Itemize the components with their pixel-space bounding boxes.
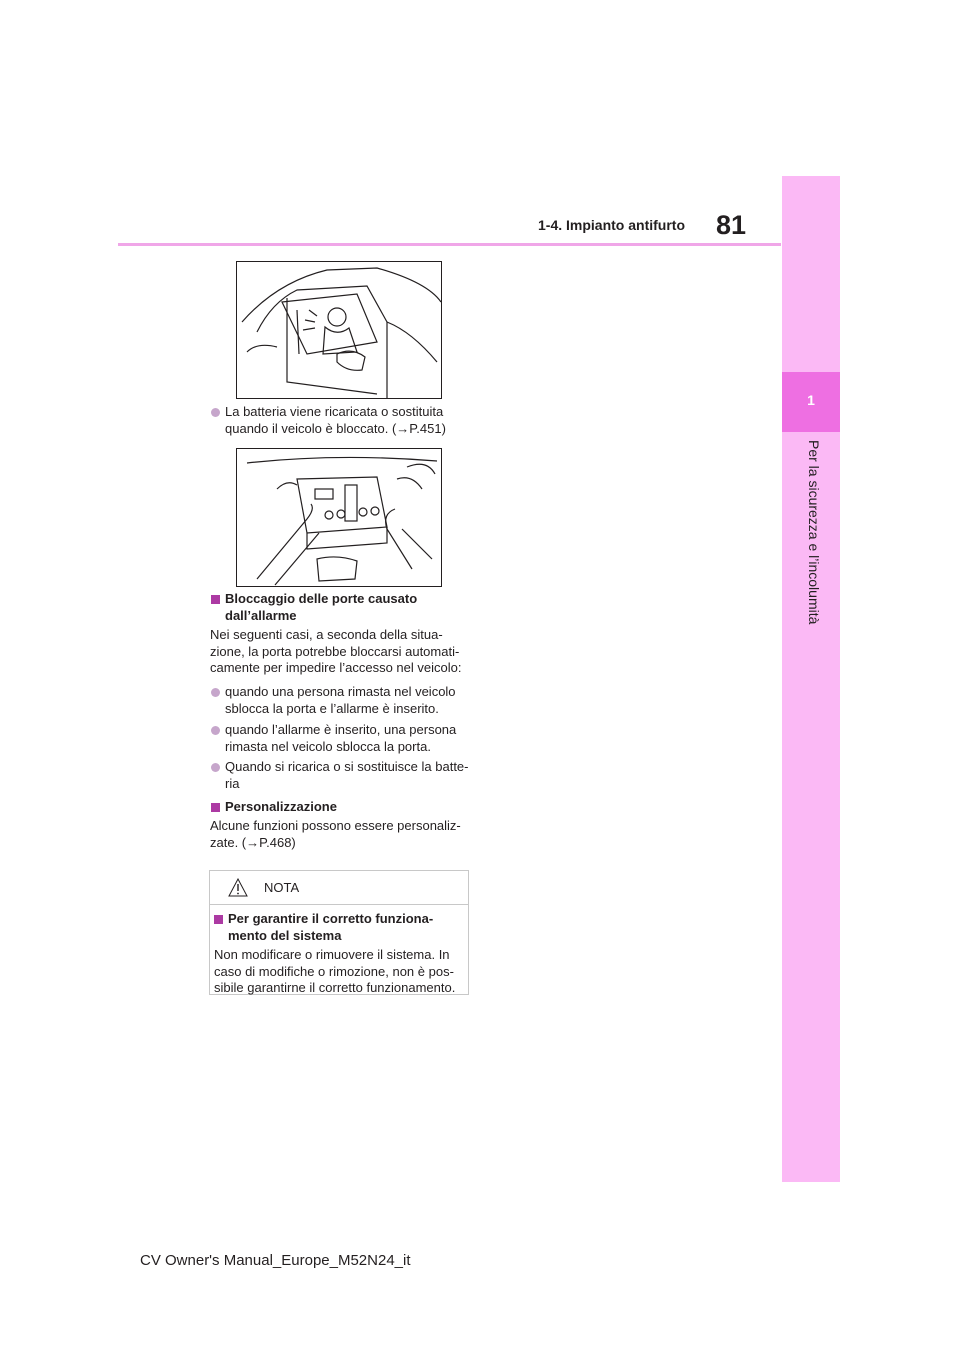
chapter-label: Per la sicurezza e l’incolumità bbox=[806, 440, 822, 625]
text-line: Nei seguenti casi, a seconda della situa- bbox=[210, 627, 443, 642]
text-line: mento del sistema bbox=[228, 927, 342, 943]
bullet-icon bbox=[211, 408, 220, 417]
list-item bbox=[225, 684, 456, 717]
section-marker-icon bbox=[211, 595, 220, 604]
chapter-tab-strip bbox=[782, 176, 840, 1182]
text-line: sibile garantirne il corretto funzionamento. bbox=[214, 980, 456, 995]
text-line: rimasta nel veicolo sblocca la porta. bbox=[225, 738, 431, 754]
text-line: zione, la porta potrebbe bloccarsi automati- bbox=[210, 643, 460, 659]
text-line: ria bbox=[225, 775, 240, 791]
text-line: sblocca la porta e l’allarme è inserito. bbox=[225, 700, 439, 716]
illustration-person-in-car bbox=[236, 261, 442, 399]
chapter-tab-number: 1 bbox=[807, 392, 815, 408]
list-item bbox=[225, 759, 469, 792]
text-line: Non modificare o rimuovere il sistema. In bbox=[214, 947, 450, 962]
bullet-text bbox=[225, 404, 446, 437]
text-line: caso di modifiche o rimozione, non è pos- bbox=[214, 963, 454, 979]
nota-box bbox=[209, 870, 469, 995]
section-marker-icon bbox=[214, 915, 223, 924]
nota-heading bbox=[228, 911, 464, 944]
text-line: zate. (→P.468) bbox=[210, 834, 296, 850]
text-line: Alcune funzioni possono essere personaliz- bbox=[210, 818, 461, 833]
list-item bbox=[225, 722, 456, 755]
bullet-icon bbox=[211, 726, 220, 735]
header-rule bbox=[118, 243, 781, 246]
nota-header bbox=[210, 871, 468, 905]
text-line: dall’allarme bbox=[225, 607, 297, 623]
section-heading bbox=[225, 591, 417, 624]
text-line: Per garantire il corretto funziona- bbox=[228, 911, 434, 926]
bullet-icon bbox=[211, 688, 220, 697]
footer-doc-id: CV Owner's Manual_Europe_M52N24_it bbox=[140, 1252, 411, 1269]
page-number: 81 bbox=[716, 210, 747, 240]
warning-triangle-icon bbox=[228, 878, 248, 897]
section-marker-icon bbox=[211, 803, 220, 812]
text-line: quando il veicolo è bloccato. (→P.451) bbox=[225, 420, 446, 436]
text-line: quando l’allarme è inserito, una persona bbox=[225, 722, 457, 737]
text-line: camente per impedire l’accesso nel veicolo: bbox=[210, 660, 462, 675]
text-line: Quando si ricarica o si sostituisce la batte- bbox=[225, 759, 469, 774]
text-line: La batteria viene ricaricata o sostituita bbox=[225, 404, 444, 419]
bullet-icon bbox=[211, 763, 220, 772]
section-heading: Personalizzazione bbox=[225, 799, 337, 814]
text-line: quando una persona rimasta nel veicolo bbox=[225, 684, 456, 699]
section-paragraph bbox=[210, 627, 472, 677]
nota-title: NOTA bbox=[264, 880, 300, 895]
illustration-battery bbox=[236, 448, 442, 587]
text-line: Bloccaggio delle porte causato bbox=[225, 591, 418, 606]
section-title: 1-4. Impianto antifurto bbox=[538, 217, 685, 233]
nota-text bbox=[214, 947, 466, 997]
section-paragraph bbox=[210, 818, 472, 851]
